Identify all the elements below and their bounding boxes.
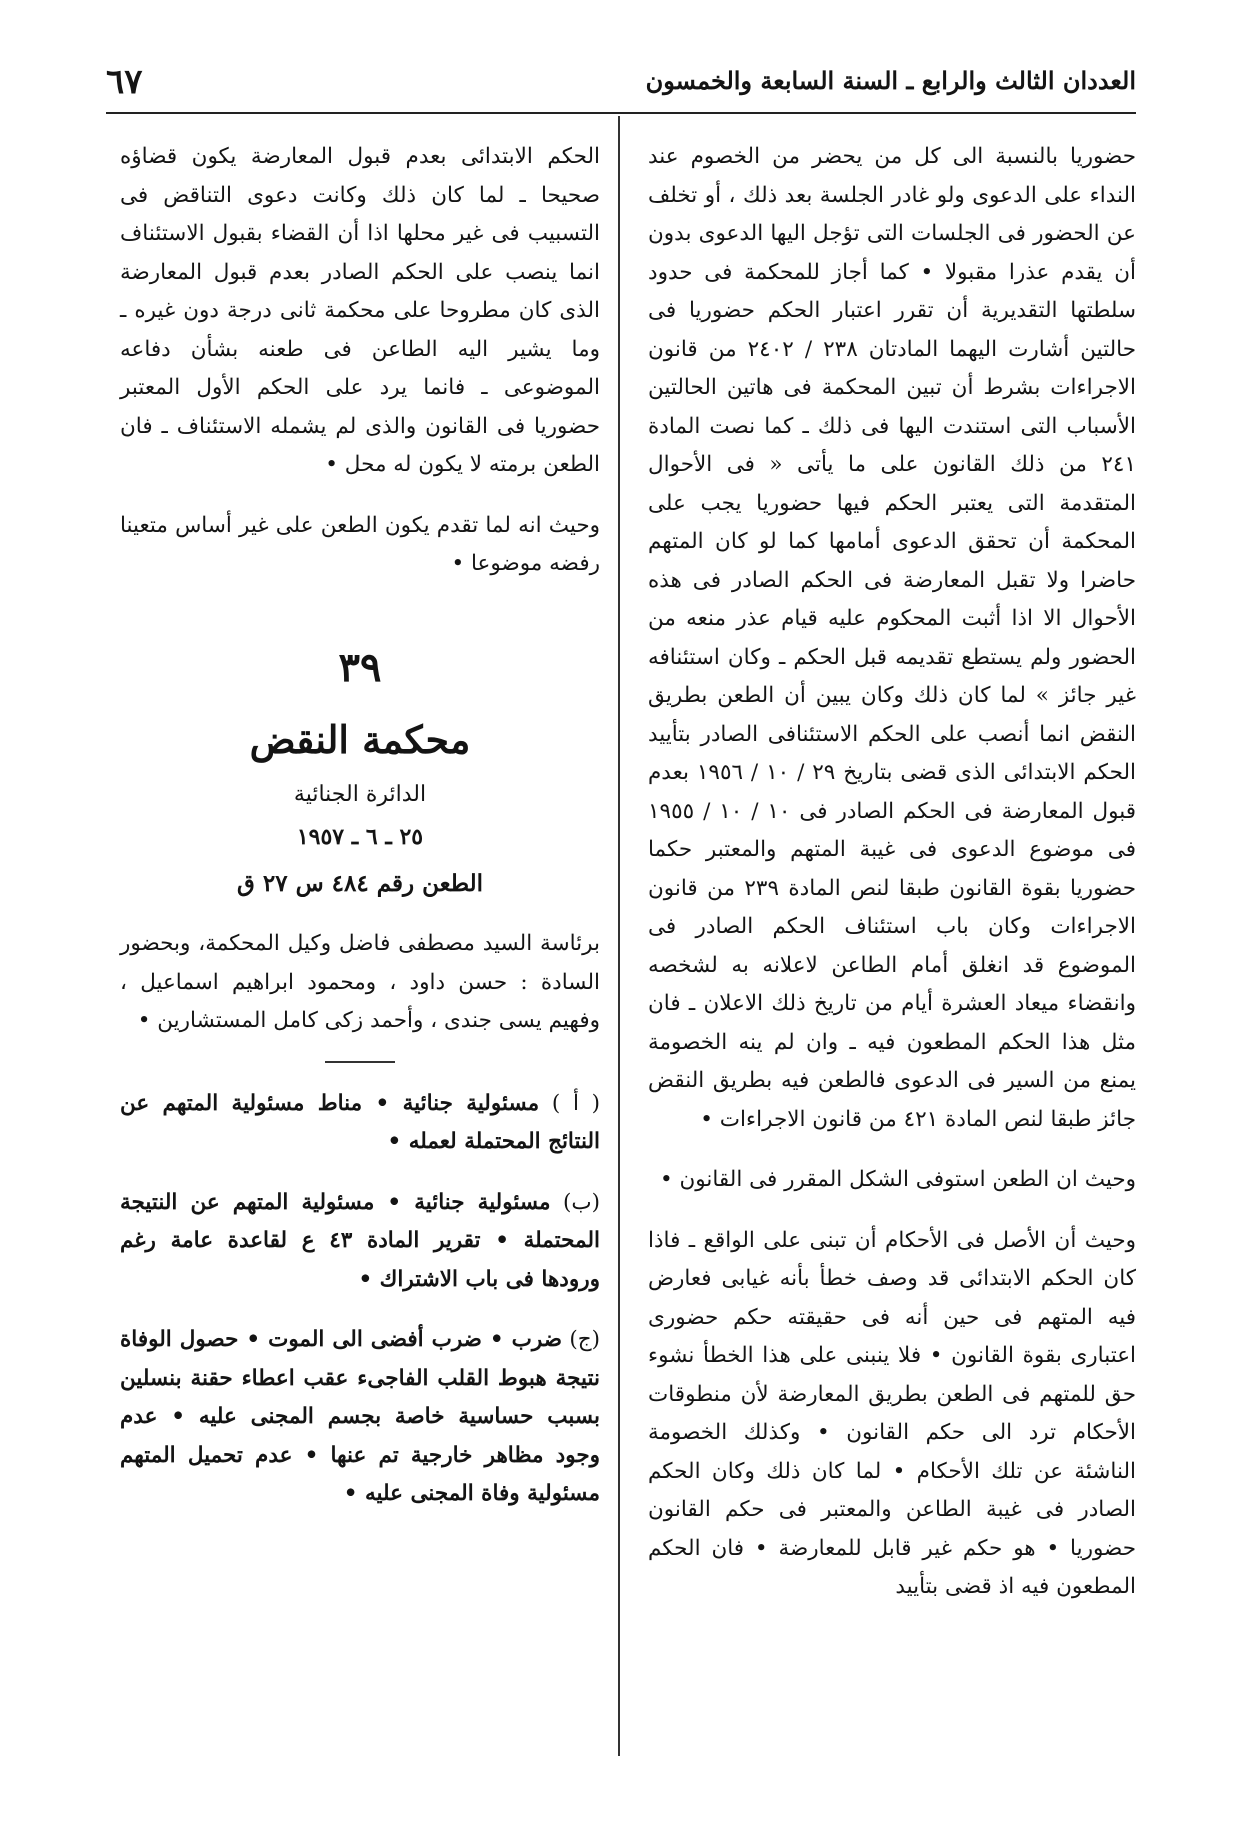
circuit-name: الدائرة الجنائية bbox=[293, 781, 427, 807]
section-rule bbox=[325, 1061, 395, 1063]
ruling-date: ٢٥ ـ ٦ ـ ١٩٥٧ bbox=[296, 824, 424, 850]
headnote-label: (ج) bbox=[569, 1327, 601, 1352]
headnote-label: ( أ ) bbox=[551, 1090, 600, 1116]
right-paragraph: وحيث أن الأصل فى الأحكام أن تبنى على الواقع ـ فاذا كان الحكم الابتدائى قد وصف خطأ بأنه غيابى فعارض فيه المتهم فى حين أنه فى حقيقته حكم حضورى اعتبارى بقوة القانون • فلا ينبنى على هذا الخطأ نشوء حق للمتهم فى الطعن بطريق المعارضة لأن منطوقات الأحكام ترد الى حكم القانون • وكذلك الخصومة الناشئة عن تلك الأحكام • لما كان ذلك وكان الحكم الصادر فى غيبة الطاعن والمعتبر فى حكم القانون حضوريا • هو حكم غير قابل للمعارضة • فان الحكم المطعون فيه اذ قضى بتأييد bbox=[648, 1227, 1136, 1599]
headnote-text: ضرب • ضرب أفضى الى الموت • حصول الوفاة نتيجة هبوط القلب الفاجىء عقب اعطاء حقنة بنسلين بسبب حساسية خاصة بجسم المجنى عليه • عدم وجود مظاهر خارجية تم عنها • عدم تحميل المتهم مسئولية وفاة المجنى عليه • bbox=[120, 1327, 600, 1506]
panel-composition: برئاسة السيد مصطفى فاضل وكيل المحكمة، وبحضور السادة : حسن داود ، ومحمود ابراهيم اسماعيل ، وفهيم يسى جندى ، وأحمد زكى كامل المستشارين • bbox=[120, 931, 600, 1033]
left-paragraph: الحكم الابتدائى بعدم قبول المعارضة يكون قضاؤه صحيحا ـ لما كان ذلك وكانت دعوى التناقض فى التسبيب فى غير محلها اذا أن القضاء بقبول الاستئناف انما ينصب على الحكم الصادر بعدم قبول المعارضة الذى كان مطروحا على محكمة ثانى درجة دون غيره ـ وما يشير اليه الطاعن فى طعنه بشأن دفاعه الموضوعى ـ فانما يرد على الحكم الأول المعتبر حضوريا فى القانون والذى لم يشمله الاستئناف ـ فان الطعن برمته لا يكون له محل • bbox=[120, 144, 600, 477]
page-header bbox=[106, 62, 1136, 106]
headnote-item bbox=[120, 1184, 600, 1300]
right-paragraph: حضوريا بالنسبة الى كل من يحضر من الخصوم عند النداء على الدعوى ولو غادر الجلسة بعد ذلك ، أو تخلف عن الحضور فى الجلسات التى تؤجل اليها الدعوى بدون أن يقدم عذرا مقبولا • كما أجاز للمحكمة فى حدود سلطتها التقديرية أن تقرر اعتبار الحكم حضوريا فى حالتين أشارت اليهما المادتان ٢٣٨ / ٢٤٠٢ من قانون الاجراءات بشرط أن تبين المحكمة فى هاتين الحالتين الأسباب التى استندت اليها فى ذلك ـ كما نصت المادة ٢٤١ من ذلك القانون على ما يأتى « فى الأحوال المتقدمة التى يعتبر الحكم فيها حضوريا يجب على المحكمة أن تحقق الدعوى أمامها كما لو كان المتهم حاضرا ولا تقبل المعارضة فى الحكم الصادر فى هذه الأحوال الا اذا أثبت المحكوم عليه قيام عذر منعه من الحضور ولم يستطع تقديمه قبل الحكم ـ وكان استئنافه غير جائز » لما كان ذلك وكان يبين أن الطعن بطريق النقض انما أنصب على الحكم الاستئنافى الصادر بتأييد الحكم الابتدائى الذى قضى بتاريخ ٢٩ / ١٠ / ١٩٥٦ بعدم قبول المعارضة فى الحكم الصادر فى ١٠ / ١٠ / ١٩٥٥ فى موضوع الدعوى فى غيبة المتهم والمعتبر حكما حضوريا بقوة القانون طبقا لنص المادة ٢٣٩ من قانون الاجراءات وكان باب استئناف الحكم الصادر فى الموضوع قد انغلق أمام الطاعن لاعلانه به لشخصه وانقضاء ميعاد العشرة أيام من تاريخ ذلك الاعلان ـ فان مثل هذا الحكم المطعون فيه ـ وان لم ينه الخصومة يمنع من السير فى الدعوى فالطعن فيه بطريق النقض جائز طبقا لنص المادة ٤٢١ من قانون الاجراءات • bbox=[648, 144, 1137, 1132]
headnote-label: (ب) bbox=[562, 1189, 600, 1215]
page-number: ٦٧ bbox=[106, 62, 143, 102]
case-number: الطعن رقم ٤٨٤ س ٢٧ ق bbox=[236, 869, 484, 897]
court-name: محكمة النقض bbox=[249, 716, 471, 762]
headnote-text: مسئولية جنائية • مسئولية المتهم عن النتيجة المحتملة • تقرير المادة ٤٣ ع لقاعدة عامة رغم ورودها فى باب الاشتراك • bbox=[120, 1189, 600, 1292]
right-paragraph: وحيث ان الطعن استوفى الشكل المقرر فى القانون • bbox=[659, 1167, 1136, 1192]
headnote-text: مسئولية جنائية • مناط مسئولية المتهم عن النتائج المحتملة لعمله • bbox=[120, 1090, 600, 1154]
headnote-item bbox=[120, 1085, 600, 1162]
column-divider bbox=[618, 116, 620, 1756]
right-column bbox=[648, 138, 1136, 1607]
ruling-number: ٣٩ bbox=[338, 643, 382, 691]
headnote-item bbox=[120, 1321, 600, 1514]
left-column bbox=[120, 138, 600, 1514]
left-paragraph: وحيث انه لما تقدم يكون الطعن على غير أساس متعينا رفضه موضوعا • bbox=[120, 512, 600, 576]
running-title: العددان الثالث والرابع ـ السنة السابعة والخمسون bbox=[645, 66, 1136, 95]
header-rule bbox=[106, 112, 1136, 114]
